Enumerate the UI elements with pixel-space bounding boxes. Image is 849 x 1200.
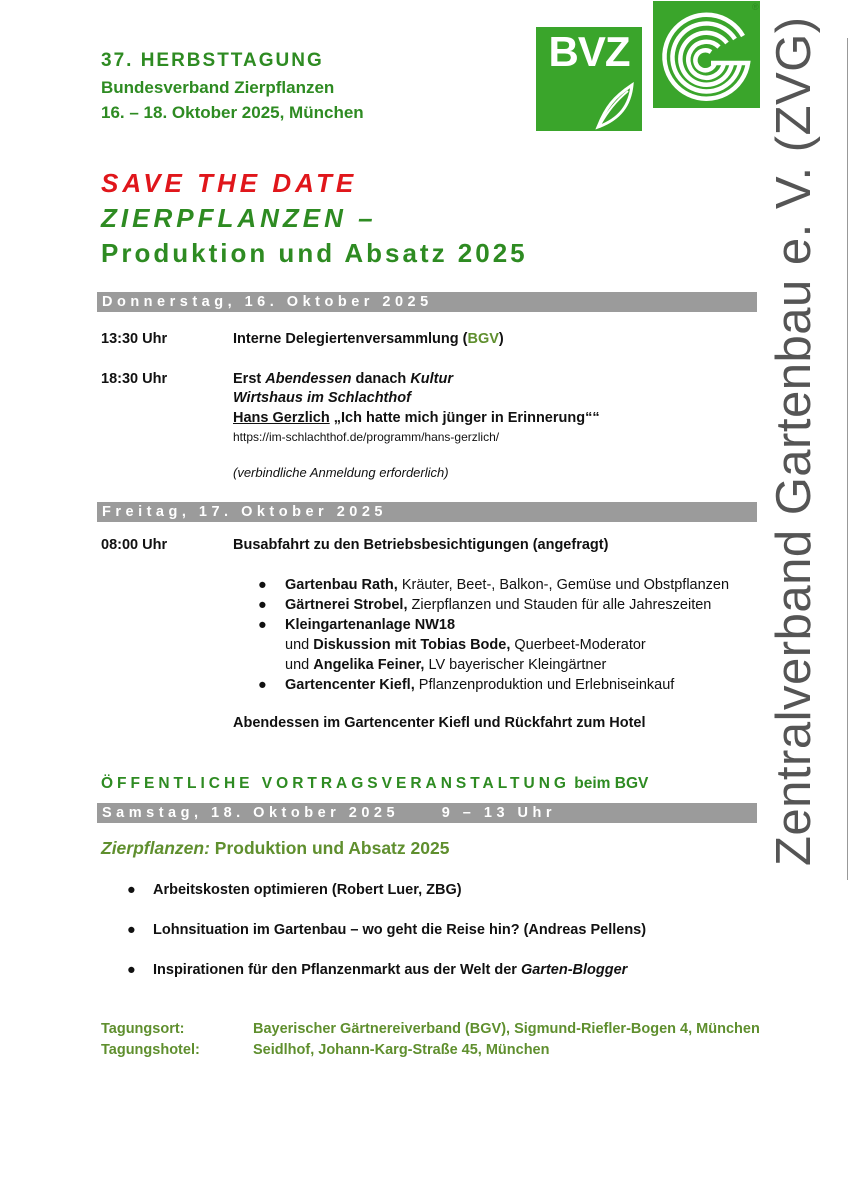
list-item: ● Gartencenter Kiefl, Pflanzenproduktion und Erlebniseinkauf (258, 677, 675, 693)
public-lecture-heading: ÖFFENTLICHE VORTRAGSVERANSTALTUNG beim BGV (101, 775, 649, 792)
dinner-return: Abendessen im Gartencenter Kiefl und Rückfahrt zum Hotel (233, 715, 646, 731)
registration-note: (verbindliche Anmeldung erforderlich) (233, 465, 449, 480)
right-border-line (847, 38, 848, 880)
company-visits-list (258, 575, 730, 695)
time-1330: 13:30 Uhr (101, 331, 168, 347)
registered-mark: ® (752, 2, 759, 12)
bullet-icon: ● (127, 882, 136, 898)
event-number-title: 37. HERBSTTAGUNG (101, 50, 324, 71)
venue-label: Tagungsort: (101, 1021, 185, 1037)
title-zierpflanzen: ZIERPFLANZEN – (101, 203, 377, 233)
bullet-icon: ● (127, 962, 136, 978)
lecture-item-3: Inspirationen für den Pflanzenmarkt aus der Welt der Garten-Blogger (153, 962, 628, 978)
day-bar-thursday: Donnerstag, 16. Oktober 2025 (97, 292, 757, 312)
dinner-culture-line: Erst Abendessen danach Kultur (233, 371, 453, 387)
list-item: ● Gartenbau Rath, Kräuter, Beet-, Balkon-, Gemüse und Obstpflanzen (258, 577, 730, 593)
hotel-label: Tagungshotel: (101, 1042, 200, 1058)
zvg-g-logo-icon (653, 1, 760, 108)
time-1830: 18:30 Uhr (101, 371, 168, 387)
day-bar-saturday: Samstag, 18. Oktober 2025 9 – 13 Uhr (97, 803, 757, 823)
list-subline: und Angelika Feiner, LV bayerischer Kleingärtner (285, 657, 607, 673)
bullet-icon: ● (127, 922, 136, 938)
venue-wirtshaus: Wirtshaus im Schlachthof (233, 390, 411, 406)
lecture-item-1: Arbeitskosten optimieren (Robert Luer, ZBG) (153, 882, 462, 898)
event-dates-location: 16. – 18. Oktober 2025, München (101, 103, 364, 122)
save-the-date-heading: SAVE THE DATE (101, 168, 358, 198)
title-produktion-absatz: Produktion und Absatz 2025 (101, 238, 528, 268)
bvz-logo-text: BVZ (548, 28, 630, 75)
time-0800: 08:00 Uhr (101, 537, 168, 553)
lecture-item-2: Lohnsituation im Gartenbau – wo geht die Reise hin? (Andreas Pellens) (153, 922, 647, 938)
list-subline: und Diskussion mit Tobias Bode, Querbeet-Moderator (285, 637, 646, 653)
venue-value: Bayerischer Gärtnereiverband (BGV), Sigmund-Riefler-Bogen 4, München (253, 1021, 760, 1037)
performer-url[interactable]: https://im-schlachthof.de/programm/hans-gerzlich/ (233, 430, 500, 444)
organizer-name: Bundesverband Zierpflanzen (101, 78, 335, 97)
day-bar-friday: Freitag, 17. Oktober 2025 (97, 502, 757, 522)
list-item: ● Gärtnerei Strobel, Zierpflanzen und Stauden für alle Jahreszeiten (258, 597, 712, 613)
hotel-value: Seidlhof, Johann-Karg-Straße 45, München (253, 1042, 550, 1058)
performer-line: Hans Gerzlich „Ich hatte mich jünger in Erinnerung““ (233, 410, 600, 426)
delegates-meeting: Interne Delegiertenversammlung (BGV) (233, 331, 504, 347)
list-item: ● Kleingartenanlage NW18 (258, 617, 456, 633)
bus-departure: Busabfahrt zu den Betriebsbesichtigungen (angefragt) (233, 537, 609, 553)
lecture-subtitle: Zierpflanzen: Produktion und Absatz 2025 (101, 838, 450, 858)
